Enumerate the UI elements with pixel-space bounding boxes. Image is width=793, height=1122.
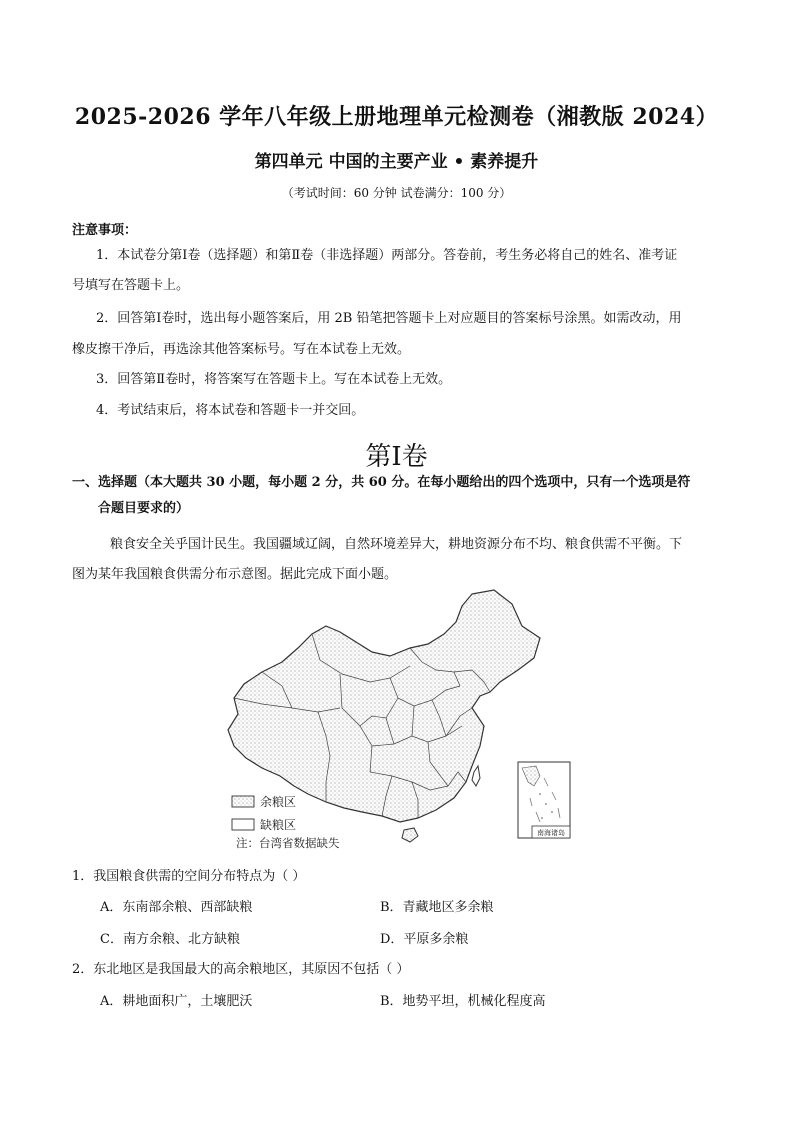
- taiwan-island: [472, 766, 480, 786]
- inset-label: 南海诸岛: [537, 829, 565, 837]
- map-note: 注：台湾省数据缺失: [236, 836, 340, 850]
- notice-item-2-line-1: 2．回答第Ⅰ卷时，选出每小题答案后，用 2B 铅笔把答题卡上对应题目的答案标号涂黑。如需改动，用: [96, 311, 682, 326]
- legend-surplus-label: 余粮区: [260, 795, 297, 809]
- question-2-option-a: A．耕地面积广，土壤肥沃: [100, 994, 253, 1009]
- document-title: 2025-2026 学年八年级上册地理单元检测卷（湘教版 2024）: [74, 104, 719, 130]
- question-1-option-c: C．南方余粮、北方缺粮: [100, 932, 240, 947]
- section-instructions-line-1: 一、选择题（本大题共 30 小题，每小题 2 分，共 60 分。在每小题给出的四个选项中，只有一个选项是符: [72, 475, 691, 490]
- question-2-stem: 2．东北地区是我国最大的高余粮地区，其原因不包括（ ）: [72, 962, 410, 977]
- section-instructions-line-2: 合题目要求的）: [98, 501, 190, 516]
- question-1-stem: 1．我国粮食供需的空间分布特点为（ ）: [72, 869, 306, 884]
- grain-supply-demand-map: [222, 586, 582, 854]
- legend-deficit-swatch: [232, 819, 254, 830]
- material-line-1: 粮食安全关乎国计民生。我国疆域辽阔，自然环境差异大，耕地资源分布不均、粮食供需不平衡。下: [110, 537, 683, 552]
- part-1-title: 第Ⅰ卷: [365, 442, 428, 472]
- hainan-island: [402, 828, 418, 842]
- notice-heading: 注意事项：: [72, 223, 138, 238]
- question-1-option-a: A．东南部余粮、西部缺粮: [100, 900, 253, 915]
- notice-item-4: 4．考试结束后，将本试卷和答题卡一并交回。: [96, 403, 365, 418]
- notice-item-2-line-2: 橡皮擦干净后，再选涂其他答案标号。写在本试卷上无效。: [72, 342, 411, 357]
- material-line-2: 图为某年我国粮食供需分布示意图。据此完成下面小题。: [72, 567, 398, 582]
- south-china-sea-inset: [518, 762, 570, 838]
- exam-info: （考试时间：60 分钟 试卷满分：100 分）: [281, 186, 512, 200]
- notice-item-1-line-2: 号填写在答题卡上。: [72, 278, 190, 293]
- question-1-option-d: D．平原多余粮: [380, 932, 469, 947]
- question-1-option-b: B．青藏地区多余粮: [380, 900, 494, 915]
- unit-subtitle: 第四单元 中国的主要产业 • 素养提升: [254, 152, 539, 172]
- notice-item-1-line-1: 1．本试卷分第Ⅰ卷（选择题）和第Ⅱ卷（非选择题）两部分。答卷前，考生务必将自己的姓名、准考证: [96, 248, 678, 263]
- legend-surplus-swatch: [232, 796, 254, 807]
- legend-deficit-label: 缺粮区: [260, 818, 297, 832]
- notice-item-3: 3．回答第Ⅱ卷时，将答案写在答题卡上。写在本试卷上无效。: [96, 372, 452, 387]
- question-2-option-b: B．地势平坦，机械化程度高: [380, 994, 546, 1009]
